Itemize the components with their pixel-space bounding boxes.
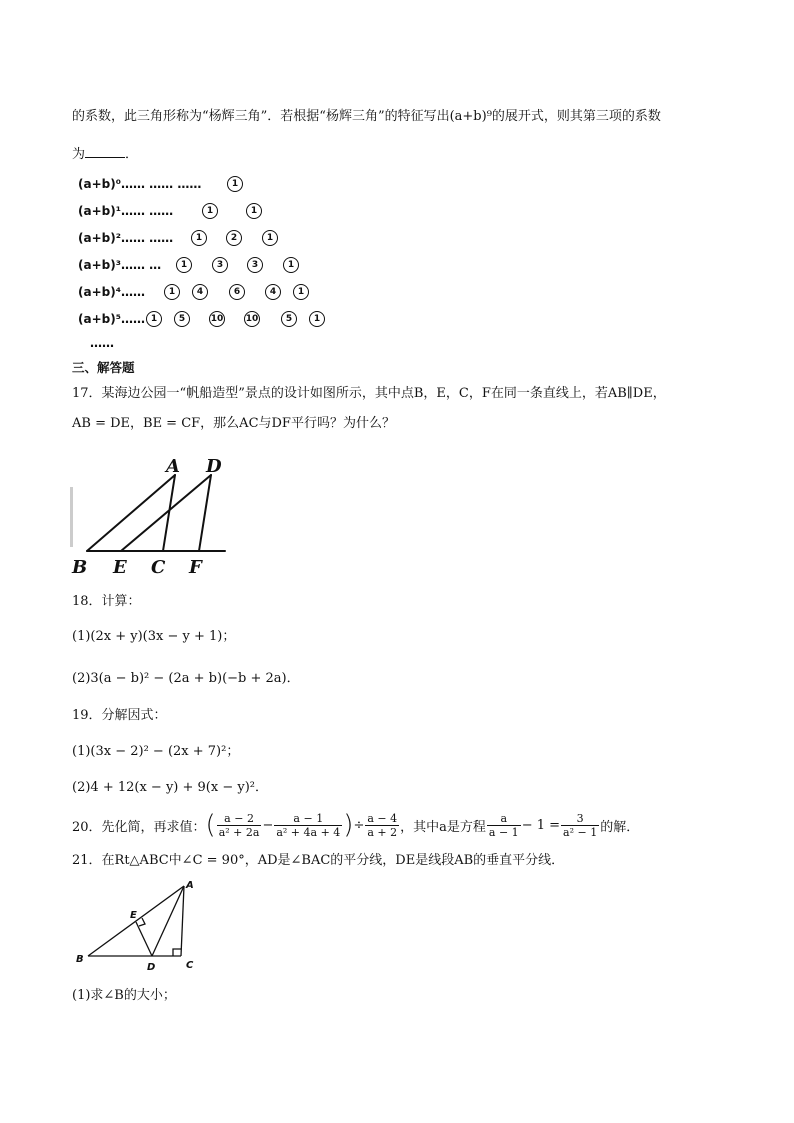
right-triangle-figure [72,878,202,974]
segment-ac [181,886,184,956]
coefficient: 4 [192,284,208,300]
row-label: (a+b)²…… …… [78,231,174,245]
fraction-1-denominator: a² + 2a [218,825,260,839]
coefficient: 1 [191,230,207,246]
label-e: E [113,557,127,577]
segment-ba [88,886,184,956]
coefficient: 1 [309,311,325,327]
q20-mid: ，其中a是方程 [400,819,486,835]
label-c: C [151,557,166,577]
fraction-1 [217,812,262,839]
right-paren: ) [343,810,354,840]
label-e: E [130,910,137,921]
triangle-row [78,310,321,328]
fraction-1-numerator: a − 2 [217,812,262,826]
segment-ed [121,475,211,551]
q19-part-1: (1)(3x − 2)² − (2x + 7)²； [72,744,240,759]
triangle-row [78,229,274,247]
fraction-3 [365,812,399,839]
fraction-5-numerator: 3 [561,812,599,826]
intro-line-2-prefix: 为 [72,147,86,162]
fraction-4-denominator: a − 1 [488,825,519,839]
fraction-2-denominator: a² + 4a + 4 [276,825,341,839]
intro-line-2-suffix: ． [125,147,139,162]
coefficient: 1 [146,311,162,327]
q20-suffix: 的解． [600,819,640,835]
triangle-ellipsis: …… [90,336,114,350]
fraction-3-numerator: a − 4 [367,811,398,825]
label-a: A [166,456,180,477]
coefficient: 1 [246,203,262,219]
q18-title: 18．计算： [72,594,141,609]
fraction-5-denominator: a² − 1 [563,825,598,839]
coefficient: 10 [209,311,225,327]
segment-de [136,922,152,956]
intro-line-2 [72,145,138,164]
triangle-row [78,256,295,274]
fraction-2 [274,812,342,839]
intro-line-1: 的系数，此三角形称为“杨辉三角”．若根据“杨辉三角”的特征写出(a+b)⁹的展开式，则其第三项的系数 [72,109,661,124]
divide-sign: ÷ [353,817,365,833]
fraction-3-denominator: a + 2 [367,825,398,839]
q18-part-1: (1)(2x + y)(3x − y + 1)； [72,629,236,644]
q17-line-2: AB = DE，BE = CF，那么AC与DF平行吗？为什么？ [72,416,395,431]
q21-line-1: 21．在Rt△ABC中∠C = 90°，AD是∠BAC的平分线，DE是线段AB的垂直平分线． [72,853,565,868]
segment-ab [87,475,175,551]
coefficient: 1 [283,257,299,273]
coefficient: 5 [281,311,297,327]
fraction-4 [487,812,521,839]
label-a: A [186,880,194,891]
row-label: (a+b)¹…… …… [78,204,174,218]
row-label: (a+b)⁴…… [78,285,145,299]
coefficient: 10 [244,311,260,327]
coefficient: 3 [212,257,228,273]
row-label: (a+b)³…… … [78,258,162,272]
label-d: D [147,962,156,973]
right-angle-mark-c [173,949,181,956]
row-label: (a+b)⁵…… [78,312,145,326]
q19-part-2: (2)4 + 12(x − y) + 9(x − y)²． [72,780,268,795]
triangle-row [78,175,239,193]
fraction-4-numerator: a [487,812,521,826]
equation-middle: − 1 = [521,817,561,833]
section-title: 三、解答题 [72,360,135,375]
coefficient: 5 [174,311,190,327]
label-b: B [72,557,88,577]
minus-sign: − [262,817,274,833]
fraction-5 [561,812,599,839]
segment-df [199,475,211,551]
triangle-row [78,202,258,220]
right-angle-mark-e [139,918,145,926]
coefficient: 1 [227,176,243,192]
row-label: (a+b)⁰…… …… …… [78,177,202,191]
coefficient: 1 [202,203,218,219]
answer-blank[interactable] [85,145,125,158]
coefficient: 2 [226,230,242,246]
q20 [72,806,639,844]
q21-part-1: (1)求∠B的大小； [72,988,176,1003]
label-b: B [76,954,84,965]
q19-title: 19．分解因式： [72,708,167,723]
coefficient: 1 [164,284,180,300]
label-f: F [189,557,202,577]
figure-scan-edge [70,487,73,547]
q17-line-1: 17．某海边公园一“帆船造型”景点的设计如图所示，其中点B，E，C，F在同一条直线上，若AB∥DE， [72,386,666,401]
q18-part-2: (2)3(a − b)² − (2a + b)(−b + 2a)． [72,671,300,686]
left-paren: ( [205,810,216,840]
sailboat-figure [70,455,240,577]
coefficient: 1 [293,284,309,300]
label-d: D [206,456,222,477]
q20-prefix: 20．先化简，再求值： [72,819,206,835]
coefficient: 6 [229,284,245,300]
label-c: C [186,960,194,971]
coefficient: 4 [265,284,281,300]
coefficient: 1 [176,257,192,273]
segment-ad [152,886,184,956]
coefficient: 3 [247,257,263,273]
coefficient: 1 [262,230,278,246]
triangle-row [78,283,305,301]
fraction-2-numerator: a − 1 [274,812,342,826]
